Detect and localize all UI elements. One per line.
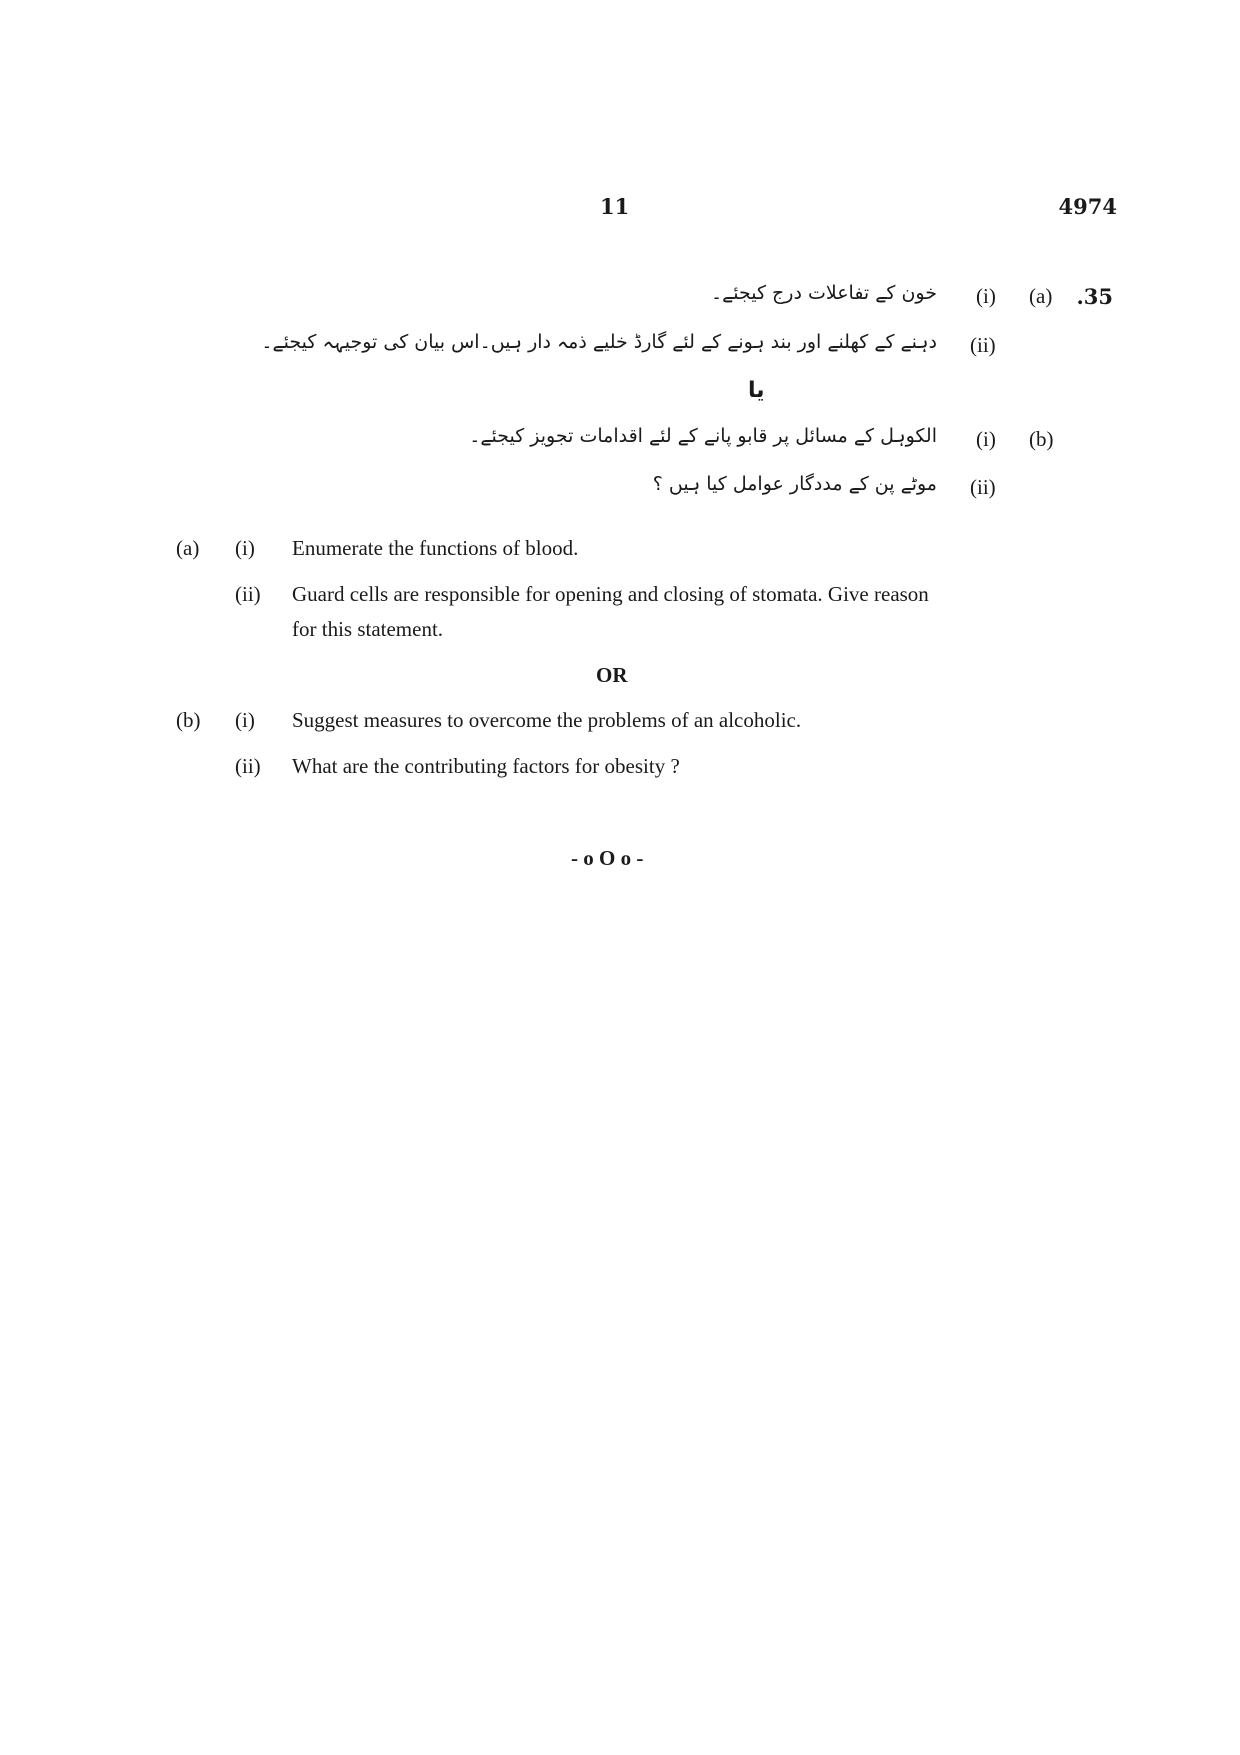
english-a-i-label: (i) <box>235 536 255 560</box>
urdu-b-ii-text: موٹے پن کے مددگار عوامل کیا ہیں ؟ <box>652 473 937 495</box>
page-number: 11 <box>600 194 630 219</box>
english-b-ii-label: (ii) <box>235 754 261 778</box>
english-b-i-text: Suggest measures to overcome the problems of an alcoholic. <box>292 708 802 732</box>
english-a-i-text: Enumerate the functions of blood. <box>292 536 579 560</box>
english-a-ii-line2: for this statement. <box>292 617 444 641</box>
urdu-a-label: (a) <box>1029 284 1053 308</box>
english-b-label: (b) <box>176 708 201 732</box>
urdu-a-ii-text: دہنے کے کھلنے اور بند ہونے کے لئے گارڈ خلیے ذمہ دار ہیں۔اس بیان کی توجیہہ کیجئے۔ <box>261 331 937 353</box>
urdu-a-ii-label: (ii) <box>970 333 996 357</box>
english-a-ii-line1: Guard cells are responsible for opening and closing of stomata. Give reason <box>292 582 929 606</box>
paper-code: 4974 <box>1058 194 1117 219</box>
english-b-i-label: (i) <box>235 708 255 732</box>
english-b-ii-text: What are the contributing factors for obesity ? <box>292 754 680 778</box>
urdu-b-i-label: (i) <box>976 427 996 451</box>
english-or: OR <box>596 663 628 687</box>
urdu-b-i-text: الکوہل کے مسائل پر قابو پانے کے لئے اقدامات تجویز کیجئے۔ <box>469 425 937 447</box>
question-number: .35 <box>1076 284 1113 309</box>
urdu-b-ii-label: (ii) <box>970 475 996 499</box>
english-a-label: (a) <box>176 536 200 560</box>
end-mark: - o O o - <box>571 846 644 870</box>
urdu-a-i-text: خون کے تفاعلات درج کیجئے۔ <box>710 282 937 304</box>
urdu-a-i-label: (i) <box>976 284 996 308</box>
urdu-or: یا <box>748 378 765 403</box>
english-a-ii-label: (ii) <box>235 582 261 606</box>
urdu-b-label: (b) <box>1029 427 1054 451</box>
